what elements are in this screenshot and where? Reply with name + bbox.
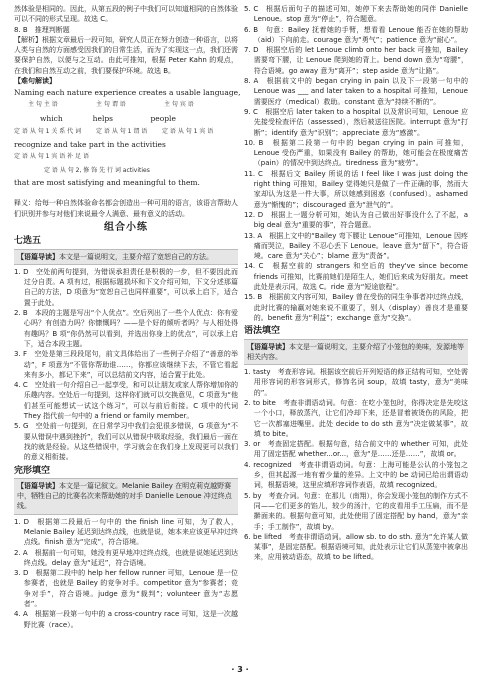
- diagram-label-relative-pronoun: 定 语 从 句 1 关 系 代 词: [14, 128, 82, 136]
- answer-item: 13. A 根据上文中的“Bailey 弯下腰让 Lenoue”可推知，Lenoue 因疼痛而哭泣，Bailey 不忍心丢下 Lenoue。leave 意为“留下”，符合语境。care 意为“关心”；blame 意为“责备”。: [244, 231, 468, 261]
- answer-item: 11. C 根据后文 Bailey 所说的话 I feel like I was just doing the right thing 可推知，Bailey 觉得她只是做了一件正确的事，然而大家却认为这是一件大事，所以她感到困惑（confused）。ashamed 意为“惭愧的”；discouraged 意为“泄气的”。: [244, 169, 468, 209]
- answer-item: 1. D 根据第二段最后一句中的 the finish line 可知，为了救人，Melanie Bailey 延迟到达终点线，也就是说，她本来应该更早冲过终点线。finish 意为“完成”，符合语境。: [14, 517, 238, 547]
- reading-guide-text: 本文是一篇说明文，主要介绍了小笼包的美味，发源地等相关内容。: [247, 342, 464, 361]
- page-number: · 3 ·: [231, 664, 249, 674]
- answer-item: 7. D 根据空后的 let Lenoue climb onto her back 可推知，Bailey 需要弯下腰，让 Lenoue 爬到她的背上。bend down 意为“弯腰”，符合语境。go away 意为“离开”；step aside 意为“让路”。: [244, 46, 468, 75]
- right-column: [244, 4, 468, 563]
- diagram-row-4: that are most satisfying and meaningful to them.: [14, 178, 200, 188]
- diagram-row-3: recognize and take part in the activities: [14, 140, 166, 150]
- difficult-sentence-title: 【难句解读】: [14, 77, 56, 86]
- reading-guide-label: 【语篇导读】: [247, 342, 289, 351]
- diagram-label-object: 主 句 宾 语: [164, 101, 194, 109]
- reading-guide-label: 【语篇导读】: [17, 252, 59, 261]
- sentence-structure-diagram: [14, 88, 241, 196]
- answer-item: 2. B 本段的主题是写出“个人优点”。空后列出了一些个人优点：你有爱心吗？有创造力吗？你慷慨吗？——是个好的倾听者吗？与人相处得有趣吗？B 项“你仍然可以看到，并选出你身上的优点”，可以承上启下，适合本段主题。: [14, 309, 238, 348]
- diagram-row-1: Naming each nature experience creates a usable language,: [14, 88, 241, 98]
- answer-item: 5. by 考查介词。句意：在那儿（南翔），你会发现小笼包的制作方式不同——它们更多的馅儿，较少的汤汁，它的皮看用手工压扁，而不是擀面来的。根据句意可知，此处使用了固定搭配 by hand，意为“亲手；手工制作”，故填 by。: [244, 491, 468, 531]
- answer-item: 12. D 根据上一题分析可知，她认为自己做出好事没什么了不起，a big deal 意为“重要的事”，符合题意。: [244, 210, 468, 230]
- question-8-header: 8. B 推理判断题: [14, 25, 70, 34]
- diagram-label-clause-2: 定 语 从 句 2, 修 饰 先 行 词 activities: [44, 167, 150, 175]
- answer-item: 5. G 空处前一句提到，在日常学习中我们会犯很多错误，G 项意为“不要从错误中遇到挫折”，我们可以从错误中吸取经验，我们最后一面在找的就是经验。从这些错误中，学习就会在我们身上发现更可以我们的意义相衔接。: [14, 422, 238, 462]
- answer-item: 1. tasty 考查形容词。根据该空前后开列短语的修正结构可知，空处需用形容词的形容词形式，修饰名词 soup，故填 tasty，意为“美味的”。: [244, 368, 468, 397]
- reading-guide-label: 【语篇导读】: [17, 481, 59, 490]
- answer-item: 2. A 根据前一句可知，她没有更早地冲过终点线，也就是说她延迟到达终点线。delay 意为“延迟”，符合语境。: [14, 548, 238, 567]
- answer-item: 4. A 根据第一段第一句中的 a cross-country race 可知，这是一次越野比赛（race）。: [14, 610, 238, 629]
- answer-item: 10. B 根据第二段第一句中的 began crying in pain 可推知，Lenoue 受伤严重，如果没有 Bailey 的帮助，她可能会在极度痛苦（pain）的情况中到达终点。tiredness 意为“疲劳”。: [244, 138, 468, 168]
- section-title-practice: 组合小练: [104, 221, 148, 233]
- diagram-label-subject: 主 句 主 语: [28, 101, 58, 109]
- answer-item: 3. D 根据第二段中的 help her fellow runner 可知，Lenoue 是一位参赛者，也就是 Bailey 的竞争对手。competitor 意为“参赛者；竞争对手”，符合语境。judge 意为“裁判”；volunteer 意为“志愿者”。: [14, 569, 238, 609]
- answer-item: 3. F 空处是第三段段尾句，前文具体给出了一些例子介绍了“善意的举动”，F 项意为“不管你帮助谁……，你都应该继续下去，不管它看起来有多小，都记下来”，可以总结前文内容，适合置于此处。: [14, 350, 238, 379]
- subsection-cloze: 完形填空: [14, 465, 51, 476]
- reading-guide-text: 本文是一篇说明文，主要介绍了宽恕自己的方法。: [59, 252, 213, 261]
- diagram-label-complement: 定 语 从 句 1 宾 语 补 足 语: [14, 153, 89, 161]
- answer-item: 2. to bite 考查非谓语动词。句意：在吃小笼包时，你得决定是先咬这一个小口，释放蒸汽，让它们冷却下来，还是冒着被烫伤的风险，把它一次都塞进嘴里。此处 decide to do sth 意为“决定做某事”，故填 to bite。: [244, 398, 468, 438]
- reading-guide-2: [14, 478, 238, 515]
- answer-item: 4. recognized 考查非谓语动词。句意：上海可能是公认的小笼包之乡，但其起源一地有着少量的差异。上文中的 be 动词已给出谓语动词，根据语境，这里应填形容词作表语，故填 recognized。: [244, 460, 468, 490]
- answer-item: 8. A 根据前文中的 began crying in pain 以及下一段第一句中的 Lenoue was ___ and later taken to a hospital 可推知，Lenoue 需要医疗（medical）救助。constant 意为“持续不断的”。: [244, 77, 468, 106]
- subsection-seven-choose-five: 七选五: [14, 236, 42, 247]
- subsection-grammar-fill: 语法填空: [244, 326, 281, 337]
- diagram-label-clause-object: 定 语 从 句 1 宾 语: [162, 128, 214, 136]
- left-column: [14, 4, 241, 630]
- answer-item: 6. B 句意：Bailey 抚着她的手臂，想看看 Lenoue 能否在她的帮助（aid）下向前走。courage 意为“勇气”；patience 意为“耐心”。: [244, 25, 468, 44]
- answer-item: 14. C 根据空前的 strangers 和空后的 they've since become friends 可推知，比赛前她们是陌生人，她们后来成为好朋友。meet 此处是表示同，故选 C。ride 意为“短途旅程”。: [244, 262, 468, 292]
- diagram-label-predicate: 主 句 谓 语: [96, 101, 126, 109]
- answer-item: 15. B 根据前文内容可知，Bailey 曾在受伤的同生争事者冲过终点线，此时比赛的输赢对她来说不重要了，别人（display）善良才是重要的。benefit 意为“利益”；exchange 意为“交换”。: [244, 293, 468, 322]
- intro-paragraph: 然体验是相同的。因此，从第五段的例子中我们可以知道相同的自然体验可以不同的形式呈现。故选 C。: [14, 5, 238, 24]
- translation-paragraph: 释义：给每一种自然体验命名都会创造出一种可用的语言，该语言帮助人们识别并参与对他们来说最令人满意、最有意义的活动。: [14, 199, 238, 218]
- diagram-row-2: which helps people: [40, 114, 176, 124]
- answer-item: 1. D 空处前两句提到，为错误承担责任是积极的一步，但不要因此而过分自责。A 项有过，根据标题损坏和下文介绍可知，下文分述那篇自己的方法，D 项意为“宽恕自己也同样重要”，可以承上启下，适合置于此处。: [14, 267, 238, 307]
- answer-item: 5. C 根据后面句子的描述可知，她停下来去帮助她的同伴 Danielle Lenoue。stop 意为“停止”，符合题意。: [244, 5, 468, 24]
- reading-guide-3: [244, 339, 468, 366]
- reading-guide-text: 本文是一篇记叙文。Melanie Bailey 在明克莉克越野赛中，牺牲自己的比赛名次来帮助她的对手 Danielle Lenoue 冲过终点线。: [17, 481, 232, 511]
- answer-item: 4. C 空处前一句介绍自己一起享受，和可以让朋友或家人帮你增加你的乐趣内容。空处后一句提到，这样你们就可以交换意见，C 项意为“他们甚至可能想试一试这个练习”，可以与前后衔接。C 项中的代词 They 指代前一句中的 a friend or family member。: [14, 381, 238, 421]
- diagram-label-clause-predicate: 定 语 从 句 1 谓 语: [96, 128, 148, 136]
- answer-item: 6. be lifted 考查非谓语动词。allow sb. to do sth. 意为“允许某人做某事”，是固定搭配。根据语境可知，此处表示让它们从蒸笼中被拿出来，应用被动语态，故填 to be lifted。: [244, 532, 468, 562]
- reading-guide-1: [14, 249, 238, 265]
- answer-item: 9. C 根据空后 later taken to a hospital 以及常识可知，Lenoue 应先接受检查评估（assessed），然后被送往医院。interrupt 意为“打断”；identify 意为“识别”；appreciate 意为“感激”。: [244, 107, 468, 137]
- answer-item: 3. or 考查固定搭配。根据句意，结合前文中的 whether 可知，此处用了固定搭配 whether...or...，意为“是……还是……”，故填 or。: [244, 440, 468, 459]
- analysis-paragraph: 【解析】根据文章最后一段可知，研究人员正在努力创造一种语言，以将人类与自然的方面感受因我们的目常生活，而为了实现这一点，我们还需要保护自然，以便与之互动。由此可推知，根据 Peter Kahn 的观点，在我们和自然互动之前，我们要保护环境。故选 B。: [14, 35, 238, 75]
